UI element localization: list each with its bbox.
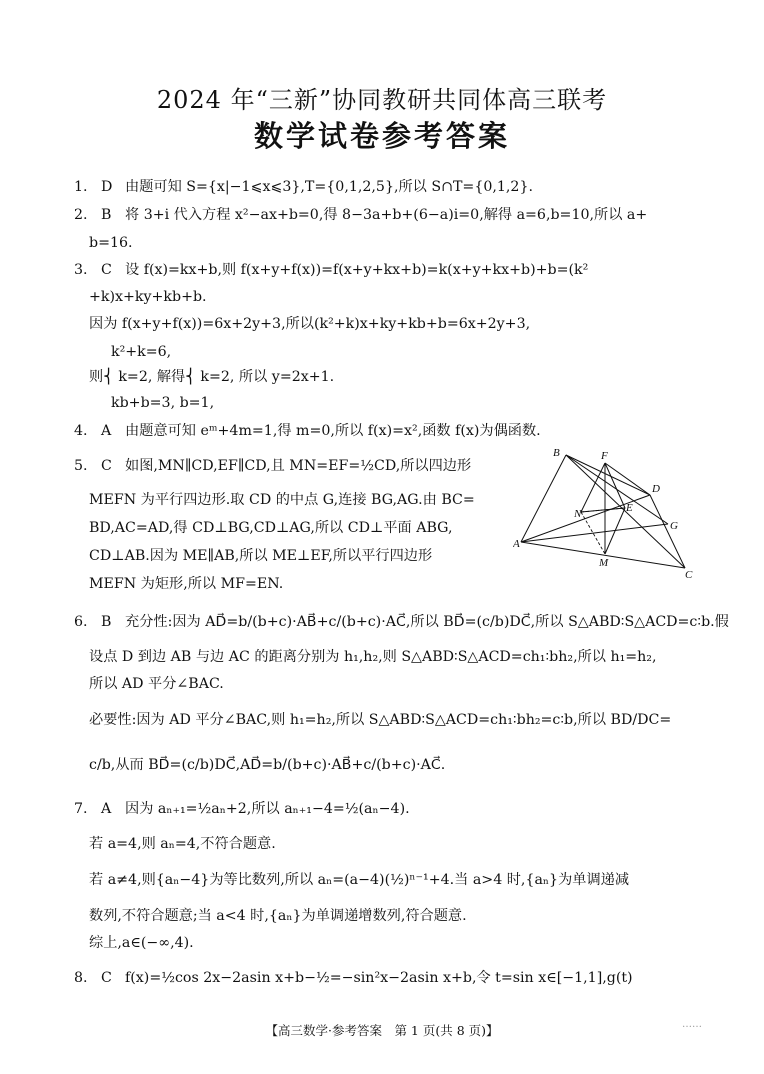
label-b: B (553, 447, 560, 459)
q6-conclusion: c/b,从而 BD⃗=(c/b)DC⃗,AD⃗=b/(b+c)·AB⃗+c/(b+c)·AC⃗. (89, 757, 446, 773)
q5-line-3: BD,AC=AD,得 CD⊥BG,CD⊥AG,所以 CD⊥平面 ABG, (89, 520, 453, 536)
q5-line-5: MEFN 为矩形,所以 MF=EN. (89, 576, 284, 592)
label-c: C (685, 569, 693, 580)
q3-system-row1: k²+k=6, (111, 344, 172, 360)
label-f: F (601, 450, 608, 462)
page-footer: 【高三数学·参考答案 第 1 页(共 8 页)】 (265, 1023, 499, 1038)
label-m: M (599, 557, 609, 569)
label-d: D (652, 483, 660, 495)
corner-mark: …… (682, 1019, 702, 1030)
q5-line-2: MEFN 为平行四边形.取 CD 的中点 G,连接 BG,AG.由 BC= (89, 492, 475, 508)
q2-line-cont: b=16. (89, 235, 133, 251)
q6-line: 6. B 充分性:因为 AD⃗=b/(b+c)·AB⃗+c/(b+c)·AC⃗,所以 BD⃗=(c/b)DC⃗,所以 S△ABD∶S△ACD=c∶b.假 (74, 614, 729, 630)
q7-line: 7. A 因为 aₙ₊₁=½aₙ+2,所以 aₙ₊₁−4=½(aₙ−4). (74, 801, 410, 817)
label-g: G (670, 520, 678, 532)
q3-system-row2: 则⎨ k=2, 解得⎨ k=2, 所以 y=2x+1. (89, 369, 335, 385)
q3-line: 3. C 设 f(x)=kx+b,则 f(x+y+f(x))=f(x+y+kx+b)=k(x+y+kx+b)+b=(k² (74, 262, 589, 278)
q3-system-row3: kb+b=3, b=1, (111, 395, 215, 411)
q2-line: 2. B 将 3+i 代入方程 x²−ax+b=0,得 8−3a+b+(6−a)i=0,解得 a=6,b=10,所以 a+ (74, 207, 648, 223)
label-e: E (626, 502, 633, 514)
q7-case1: 若 a=4,则 aₙ=4,不符合题意. (89, 836, 276, 852)
q7-case2: 若 a≠4,则{aₙ−4}为等比数列,所以 aₙ=(a−4)(½)ⁿ⁻¹+4.当 a>4 时,{aₙ}为单调递减 (89, 872, 630, 888)
q6-line-3: 所以 AD 平分∠BAC. (89, 676, 224, 692)
q3-line-cont: +k)x+ky+kb+b. (89, 289, 207, 305)
q7-summary: 综上,a∈(−∞,4). (89, 935, 194, 951)
label-n: N (574, 508, 582, 520)
q6-necessity: 必要性:因为 AD 平分∠BAC,则 h₁=h₂,所以 S△ABD∶S△ACD=ch₁∶bh₂=c∶b,所以 BD/DC= (89, 712, 672, 728)
q1-line: 1. D 由题可知 S={x|−1⩽x⩽3},T={0,1,2,5},所以 S∩T={0,1,2}. (74, 179, 533, 195)
label-a: A (513, 538, 520, 550)
q4-line: 4. A 由题意可知 eᵐ+4m=1,得 m=0,所以 f(x)=x²,函数 f(x)为偶函数. (74, 423, 541, 439)
q6-line-2: 设点 D 到边 AB 与边 AC 的距离分别为 h₁,h₂,则 S△ABD∶S△ACD=ch₁∶bh₂,所以 h₁=h₂, (89, 649, 657, 665)
q5-line: 5. C 如图,MN∥CD,EF∥CD,且 MN=EF=½CD,所以四边形 (74, 458, 472, 474)
answer-title: 数学试卷参考答案 (253, 119, 510, 153)
q3-line-because: 因为 f(x+y+f(x))=6x+2y+3,所以(k²+k)x+ky+kb+b=6x+2y+3, (89, 316, 531, 332)
tetrahedron-figure (513, 445, 698, 580)
q7-case2-cont: 数列,不符合题意;当 a<4 时,{aₙ}为单调递增数列,符合题意. (89, 908, 467, 924)
exam-title: 2024 年“三新”协同教研共同体高三联考 (156, 86, 608, 114)
q5-line-4: CD⊥AB.因为 ME∥AB,所以 ME⊥EF,所以平行四边形 (89, 548, 433, 564)
q8-line: 8. C f(x)=½cos 2x−2asin x+b−½=−sin²x−2asin x+b,令 t=sin x∈[−1,1],g(t) (74, 970, 633, 986)
